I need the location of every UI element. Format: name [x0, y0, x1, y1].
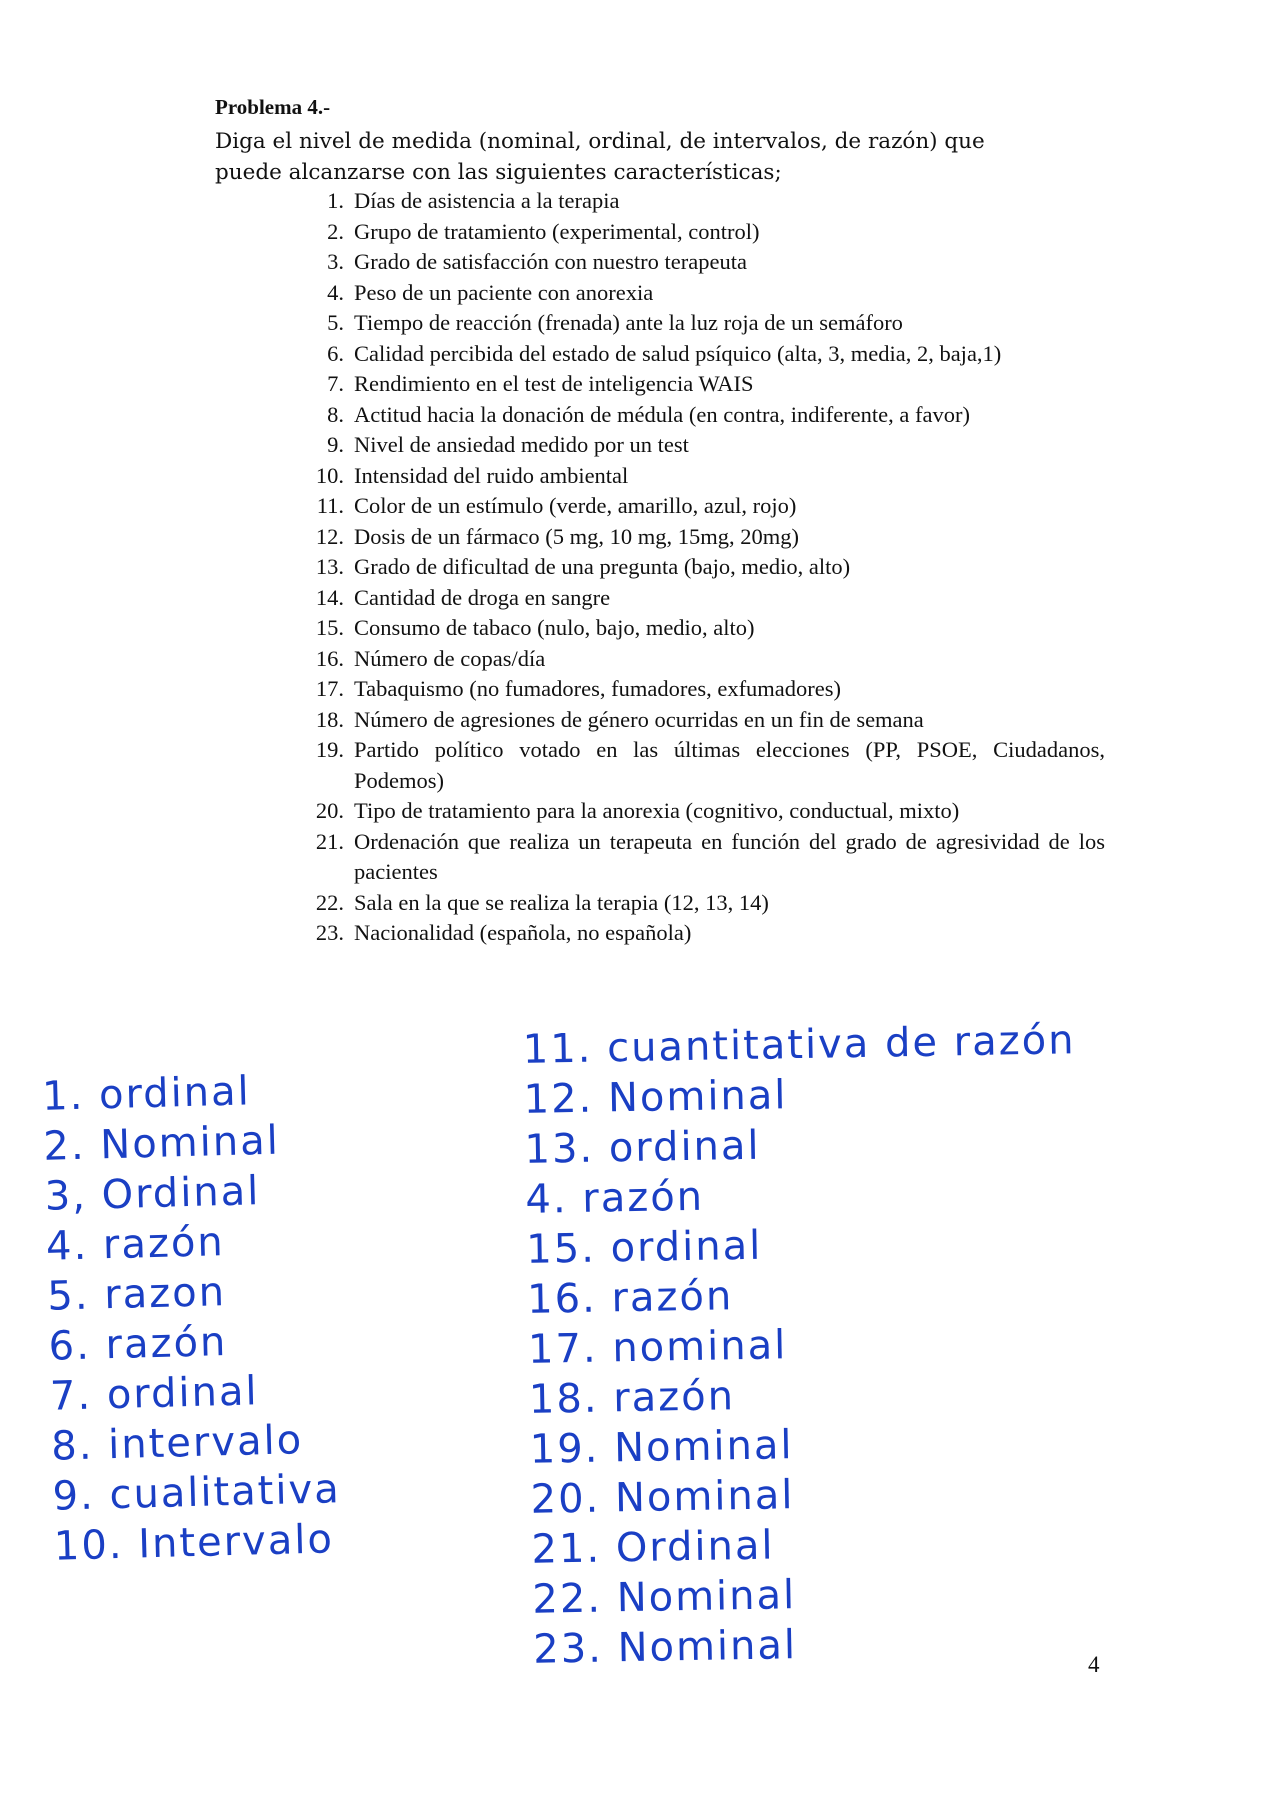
question-text: Grado de dificultad de una pregunta (bajo, medio, alto) [354, 554, 851, 579]
question-number: 18. [315, 706, 344, 732]
question-number: 16. [315, 645, 344, 671]
question-item [300, 522, 1105, 553]
question-text: Grupo de tratamiento (experimental, control) [354, 218, 760, 244]
question-number: 11. [316, 493, 344, 518]
question-item [300, 613, 1105, 644]
question-text: Consumo de tabaco (nulo, bajo, medio, alto) [354, 615, 755, 640]
handwritten-answers-column-1 [42, 1064, 343, 1571]
question-text: Color de un estímulo (verde, amarillo, azul, rojo) [354, 493, 797, 518]
handwritten-answer: 5. razon [46, 1269, 227, 1320]
question-text: Sala en la que se realiza la terapia (12, 13, 14) [354, 889, 769, 915]
question-item [300, 827, 1105, 888]
question-text: Nacionalidad (española, no española) [354, 920, 692, 945]
question-item [300, 552, 1105, 583]
handwritten-answer: 19. Nominal [529, 1422, 794, 1473]
question-item [300, 400, 1105, 431]
question-number: 15. [315, 615, 344, 640]
handwritten-answer: 9. cualitativa [52, 1466, 342, 1520]
question-list [300, 186, 1105, 949]
question-number: 1. [327, 188, 344, 213]
handwritten-answer: 21. Ordinal [531, 1522, 775, 1573]
question-number: 13. [315, 554, 344, 579]
handwritten-answer: 7. ordinal [49, 1368, 260, 1420]
question-text: Número de agresiones de género ocurridas en un fin de semana [354, 706, 924, 732]
question-text: Ordenación que realiza un terapeuta en función del grado de agresividad de los pacientes [354, 828, 1105, 884]
handwritten-answer: 20. Nominal [530, 1472, 795, 1523]
handwritten-answers-column-2 [522, 1015, 1086, 1675]
question-item [300, 339, 1105, 370]
handwritten-answer: 6. razón [48, 1319, 228, 1370]
question-item [300, 186, 1105, 217]
question-text: Número de copas/día [354, 645, 546, 671]
question-item [300, 247, 1105, 278]
question-text: Rendimiento en el test de inteligencia WAIS [354, 371, 754, 396]
handwritten-answer: 18. razón [528, 1373, 736, 1423]
question-number: 17. [315, 676, 344, 701]
handwritten-answer: 22. Nominal [532, 1572, 797, 1623]
question-text: Peso de un paciente con anorexia [354, 279, 654, 305]
question-number: 14. [315, 584, 344, 610]
question-number: 10. [315, 462, 344, 488]
handwritten-answer: 2. Nominal [42, 1117, 281, 1170]
question-text: Tipo de tratamiento para la anorexia (cognitivo, conductual, mixto) [354, 798, 960, 823]
question-text: Actitud hacia la donación de médula (en contra, indiferente, a favor) [354, 401, 970, 427]
handwritten-answer: 4. razón [45, 1219, 226, 1270]
question-text: Tabaquismo (no fumadores, fumadores, exfumadores) [354, 676, 842, 701]
handwritten-answer: 16. razón [526, 1273, 734, 1323]
question-number: 19. [315, 737, 344, 762]
handwritten-answer: 15. ordinal [525, 1222, 763, 1273]
question-number: 23. [315, 920, 344, 945]
question-number: 21. [315, 828, 344, 854]
question-item [300, 705, 1105, 736]
question-item [300, 308, 1105, 339]
handwritten-answer: 17. nominal [527, 1322, 788, 1373]
question-item [300, 888, 1105, 919]
question-text: Tiempo de reacción (frenada) ante la luz roja de un semáforo [354, 310, 903, 335]
handwritten-answer: 13. ordinal [524, 1122, 761, 1173]
handwritten-answer: 3, Ordinal [44, 1168, 261, 1220]
question-number: 7. [327, 371, 344, 396]
question-item [300, 430, 1105, 461]
question-number: 9. [327, 432, 344, 457]
question-number: 3. [327, 249, 344, 274]
handwritten-answer: 11. cuantitativa de razón [522, 1017, 1076, 1073]
handwritten-answer: 12. Nominal [523, 1072, 788, 1123]
question-item [300, 674, 1105, 705]
question-text: Cantidad de droga en sangre [354, 584, 611, 610]
question-text: Intensidad del ruido ambiental [354, 462, 629, 488]
question-number: 12. [315, 523, 344, 549]
problem-title: Problema 4.- [215, 95, 331, 119]
question-text: Nivel de ansiedad medido por un test [354, 432, 689, 457]
question-number: 20. [315, 798, 344, 823]
handwritten-answer: 10. Intervalo [53, 1516, 335, 1570]
question-text: Grado de satisfacción con nuestro terapeuta [354, 249, 747, 274]
question-item [300, 644, 1105, 675]
question-item [300, 217, 1105, 248]
handwritten-answer: 1. ordinal [41, 1068, 252, 1120]
question-item [300, 491, 1105, 522]
question-number: 5. [327, 310, 344, 335]
page-number: 4 [1088, 1652, 1100, 1677]
question-number: 4. [327, 279, 344, 305]
question-item [300, 735, 1105, 796]
question-item [300, 278, 1105, 309]
question-number: 8. [327, 401, 344, 427]
question-item [300, 583, 1105, 614]
question-text: Dosis de un fármaco (5 mg, 10 mg, 15mg, 20mg) [354, 523, 799, 549]
question-item [300, 461, 1105, 492]
handwritten-answer: 23. Nominal [532, 1622, 798, 1673]
question-number: 2. [327, 218, 344, 244]
question-text: Partido político votado en las últimas elecciones (PP, PSOE, Ciudadanos, Podemos) [354, 737, 1105, 793]
question-item [300, 369, 1105, 400]
question-text: Días de asistencia a la terapia [354, 188, 620, 213]
question-item [300, 918, 1105, 949]
handwritten-answer: 8. intervalo [50, 1417, 304, 1470]
question-item [300, 796, 1105, 827]
handwritten-answer: 4. razón [525, 1173, 705, 1223]
problem-intro: Diga el nivel de medida (nominal, ordinal, de intervalos, de razón) que puede alcanzarse con las siguientes características; [215, 129, 985, 185]
question-number: 22. [315, 889, 344, 915]
question-number: 6. [327, 340, 344, 366]
question-text: Calidad percibida del estado de salud psíquico (alta, 3, media, 2, baja,1) [354, 340, 1002, 366]
